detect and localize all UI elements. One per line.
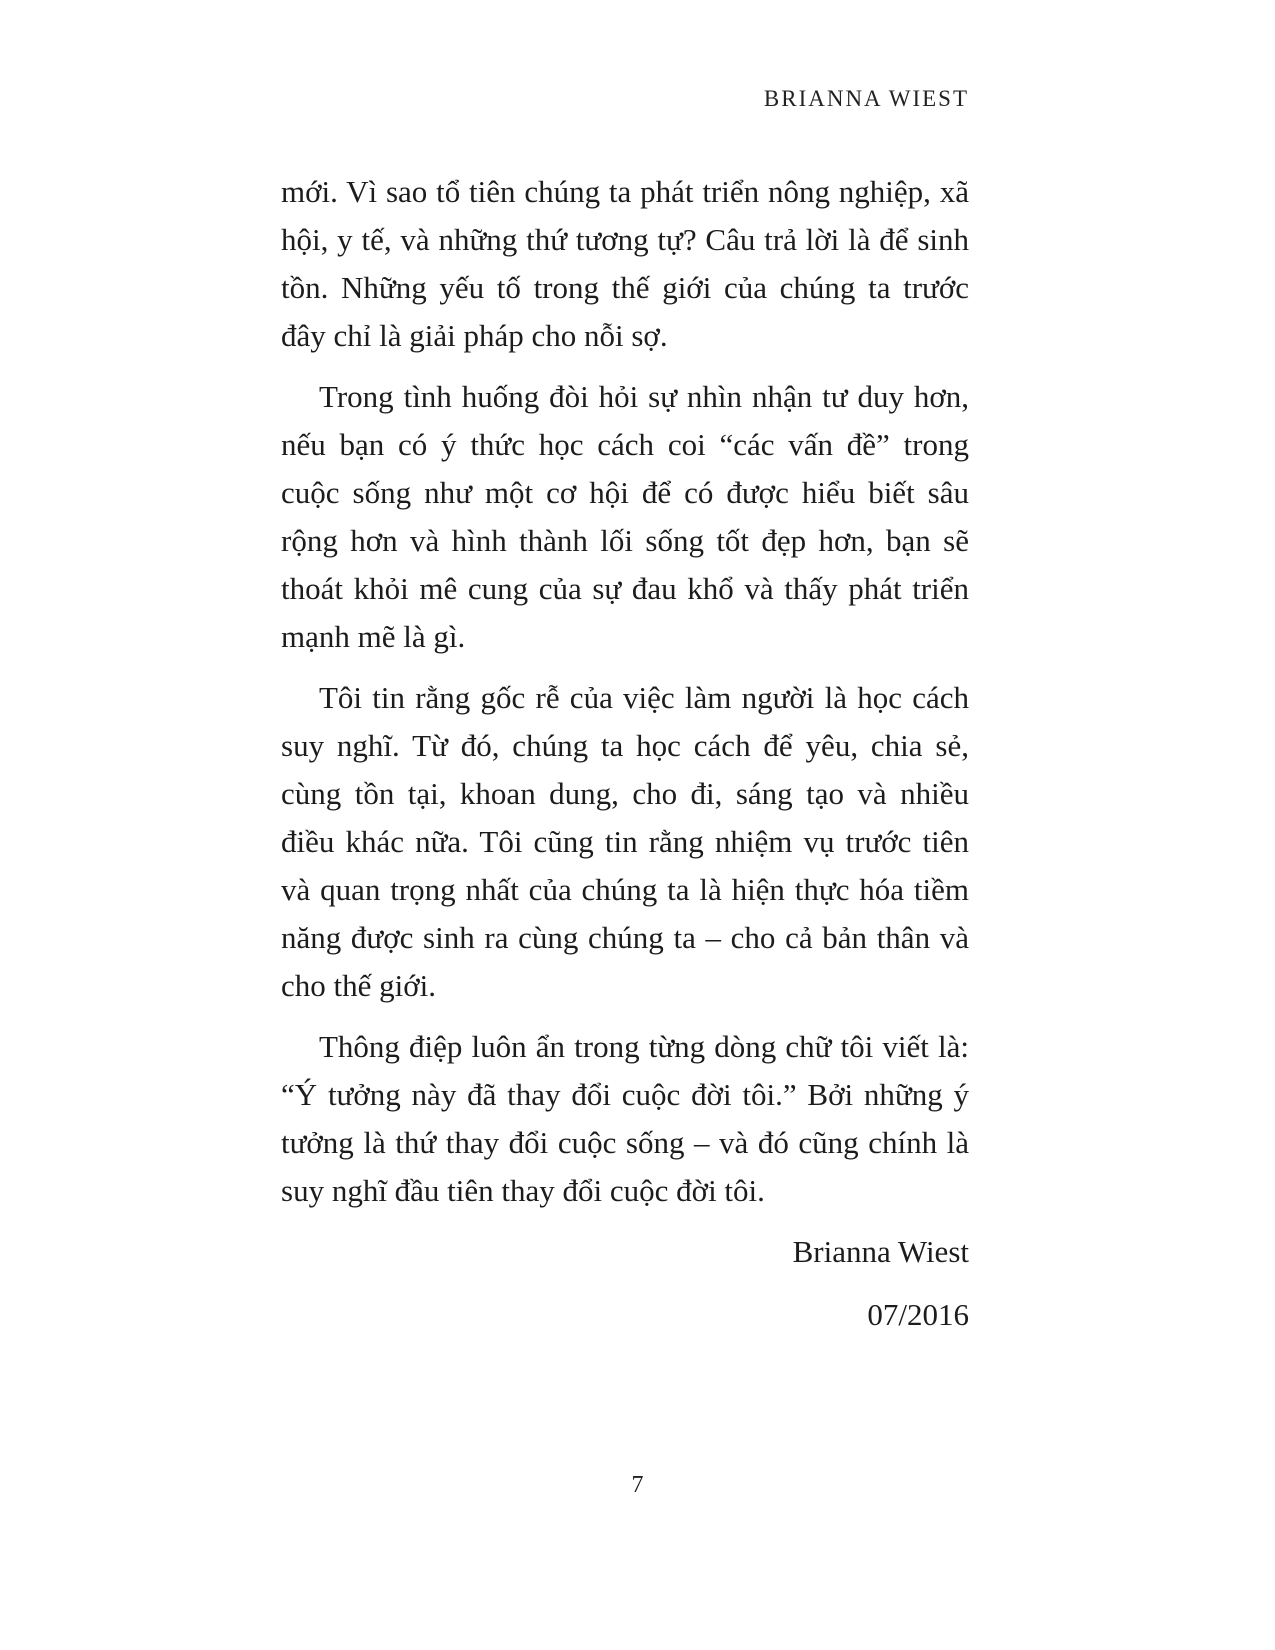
- paragraph-2: Trong tình huống đòi hỏi sự nhìn nhận tư duy hơn, nếu bạn có ý thức học cách coi “các vấn đề” trong cuộc sống như một cơ hội để có được hiểu biết sâu rộng hơn và hình thành lối sống tốt đẹp hơn, bạn sẽ thoát khỏi mê cung của sự đau khổ và thấy phát triển mạnh mẽ là gì.: [281, 379, 969, 654]
- page-content: [281, 168, 969, 1339]
- date-line: 07/2016: [867, 1297, 969, 1332]
- running-header: BRIANNA WIEST: [763, 86, 969, 111]
- paragraph-3: Tôi tin rằng gốc rễ của việc làm người là học cách suy nghĩ. Từ đó, chúng ta học cách để yêu, chia sẻ, cùng tồn tại, khoan dung, cho đi, sáng tạo và nhiều điều khác nữa. Tôi cũng tin rằng nhiệm vụ trước tiên và quan trọng nhất của chúng ta là hiện thực hóa tiềm năng được sinh ra cùng chúng ta – cho cả bản thân và cho thế giới.: [281, 680, 969, 1003]
- page-number: 7: [631, 1472, 644, 1498]
- paragraph-4: Thông điệp luôn ẩn trong từng dòng chữ tôi viết là: “Ý tưởng này đã thay đổi cuộc đời tôi.” Bởi những ý tưởng là thứ thay đổi cuộc sống – và đó cũng chính là suy nghĩ đầu tiên thay đổi cuộc đời tôi.: [281, 1029, 969, 1208]
- author-signature: Brianna Wiest: [792, 1234, 969, 1269]
- paragraph-1: mới. Vì sao tổ tiên chúng ta phát triển nông nghiệp, xã hội, y tế, và những thứ tương tự? Câu trả lời là để sinh tồn. Những yếu tố trong thế giới của chúng ta trước đây chỉ là giải pháp cho nỗi sợ.: [281, 174, 969, 353]
